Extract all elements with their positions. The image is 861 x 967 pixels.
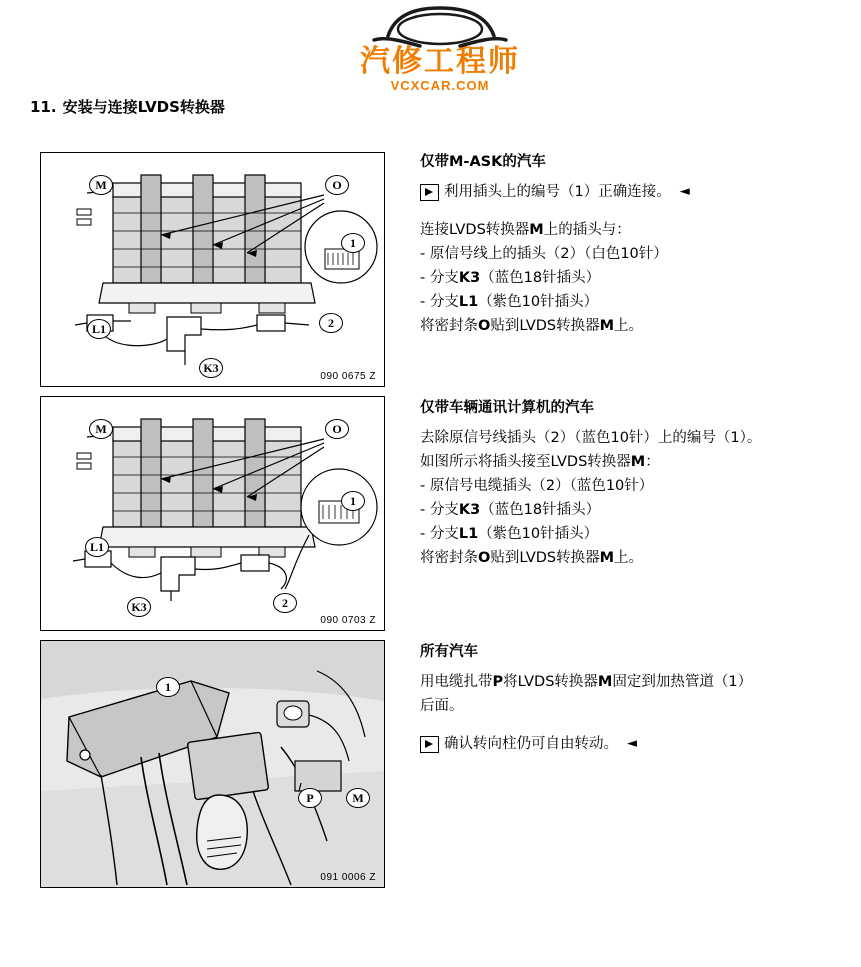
text-block-all-vehicles — [420, 640, 840, 756]
note-arrow-icon — [420, 184, 439, 201]
block-1-line-2: - 原信号线上的插头（2）（白色10针） — [420, 246, 668, 262]
figure-3-drawing — [41, 641, 384, 887]
block-2-line-6: 将密封条O贴到LVDS转换器M上。 — [420, 550, 644, 566]
figure-2-code: 090 0703 Z — [320, 615, 376, 626]
block-3-note — [420, 732, 840, 756]
block-1-note-end: ◄ — [679, 184, 690, 199]
figure-lvds-converter-mounting — [40, 640, 385, 888]
figure-3-callout-1: 1 — [156, 677, 180, 697]
figure-2-callout-L1: L1 — [85, 537, 109, 557]
block-1-line-1: 连接LVDS转换器M上的插头与： — [420, 222, 631, 238]
figure-2-callout-O: O — [325, 419, 349, 439]
figure-1-callout-O: O — [325, 175, 349, 195]
figure-3-callout-P: P — [298, 788, 322, 808]
block-2-line-1: 去除原信号线插头（2）（蓝色10针）上的编号（1）。 — [420, 430, 762, 446]
block-2-line-2: 如图所示将插头接至LVDS转换器M： — [420, 454, 660, 470]
block-1-line-4: - 分支L1（紫色10针插头） — [420, 294, 599, 310]
block-2-line-4: - 分支K3（蓝色18针插头） — [420, 502, 601, 518]
logo-url-text: VCXCAR.COM — [390, 78, 490, 93]
figure-2-callout-1: 1 — [341, 491, 365, 511]
text-block-m-ask — [420, 150, 840, 338]
figure-1-callout-1: 1 — [341, 233, 365, 253]
figure-lvds-converter-telematics — [40, 396, 385, 631]
figure-1-code: 090 0675 Z — [320, 371, 376, 382]
block-1-line-5: 将密封条O贴到LVDS转换器M上。 — [420, 318, 644, 334]
section-number: 11. — [30, 98, 57, 116]
block-3-line-1: 用电缆扎带P将LVDS转换器M固定到加热管道（1） — [420, 674, 753, 690]
figure-1-callout-K3: K3 — [199, 358, 223, 378]
block-2-line-3: - 原信号电缆插头（2）（蓝色10针） — [420, 478, 654, 494]
block-1-title: 仅带M-ASK的汽车 — [420, 154, 546, 170]
section-title-text: 安装与连接LVDS转换器 — [62, 98, 225, 116]
block-3-title: 所有汽车 — [420, 644, 478, 660]
figure-2-callout-M: M — [89, 419, 113, 439]
figure-3-code: 091 0006 Z — [320, 872, 376, 883]
figure-lvds-converter-m-ask — [40, 152, 385, 387]
note-arrow-icon — [420, 736, 439, 753]
page-title — [30, 96, 225, 117]
block-1-line-3: - 分支K3（蓝色18针插头） — [420, 270, 601, 286]
figure-1-callout-2: 2 — [319, 313, 343, 333]
block-3-line-2: 后面。 — [420, 698, 464, 714]
block-3-note-end: ◄ — [627, 736, 637, 751]
figure-2-callout-K3: K3 — [127, 597, 151, 617]
block-3-note-text: 确认转向柱仍可自由转动。 — [444, 736, 618, 752]
site-logo — [320, 6, 560, 94]
logo-chinese-text: 汽修工程师 — [360, 44, 520, 79]
text-block-telematics — [420, 396, 840, 570]
figure-1-callout-L1: L1 — [87, 319, 111, 339]
block-2-title: 仅带车辆通讯计算机的汽车 — [420, 400, 594, 416]
figure-2-callout-2: 2 — [273, 593, 297, 613]
block-1-note-text: 利用插头上的编号（1）正确连接。 — [444, 184, 671, 200]
figure-1-callout-M: M — [89, 175, 113, 195]
block-2-line-5: - 分支L1（紫色10针插头） — [420, 526, 599, 542]
figure-3-callout-M: M — [346, 788, 370, 808]
block-1-note — [420, 180, 840, 204]
car-outline-icon — [350, 6, 530, 52]
